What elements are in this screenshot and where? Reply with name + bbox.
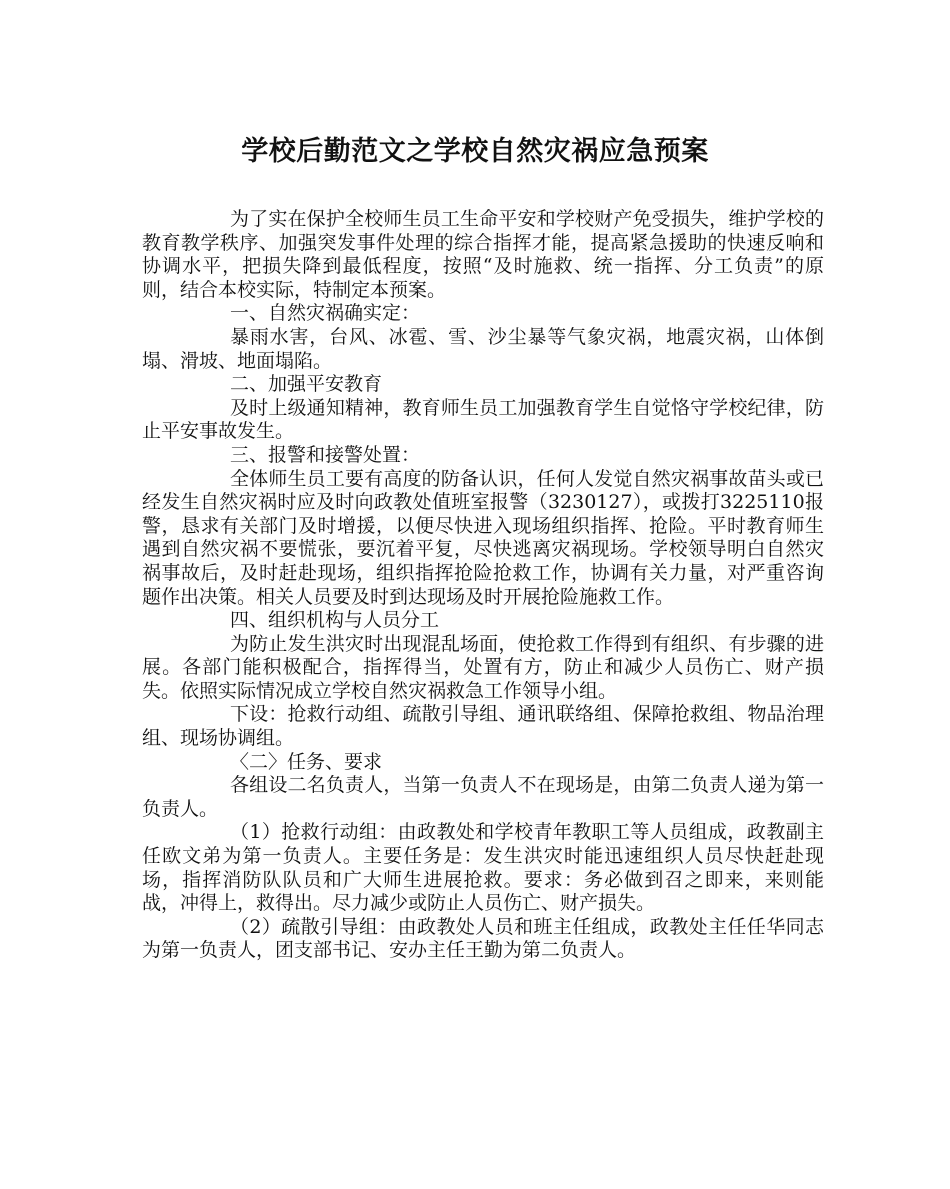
heading-organization: 四、组织机构与人员分工: [230, 609, 440, 632]
heading-tasks: 〈二〉任务、要求: [230, 750, 383, 773]
paragraph-alarm-handling: 全体师生员工要有高度的防备认识，任何人发觉自然灾祸事故苗头或已经发生自然灾祸时应及时向政教处值班室报警（3230127），或拨打3225110报警，恳求有关部门及时增援，以便尽快进入现场组织指挥、抢险。平时教育师生遇到自然灾祸不要慌张，要沉着平复，尽快逃离灾祸现场。学校领导明白自然灾祸事故后，及时赶赴现场，组织指挥抢险抢救工作，协调有关力量，对严重咨询题作出决策。相关人员要及时到达现场及时开展抢险施救工作。: [142, 467, 824, 608]
paragraph-evacuation-group: （2）疏散引导组：由政教处人员和班主任组成，政教处主任任华同志为第一负责人，团支部书记、安办主任王勤为第二负责人。: [142, 915, 824, 962]
heading-safety-education: 二、加强平安教育: [230, 373, 383, 396]
paragraph-intro: 为了实在保护全校师生员工生命平安和学校财产免受损失，维护学校的教育教学秩序、加强突发事件处理的综合指挥才能，提高紧急援助的快速反响和协调水平，把损失降到最低程度，按照“及时施救、统一指挥、分工负责”的原则，结合本校实际，特制定本预案。: [142, 208, 824, 301]
heading-alarm-handling: 三、报警和接警处置：: [230, 443, 421, 466]
paragraph-group-leaders: 各组设二名负责人，当第一负责人不在现场是，由第二负责人递为第一负责人。: [142, 774, 824, 820]
paragraph-safety-education: 及时上级通知精神，教育师生员工加强教育学生自觉恪守学校纪律，防止平安事故发生。: [142, 396, 824, 443]
document-body: [142, 208, 824, 963]
heading-disaster-definition: 一、自然灾祸确实定：: [230, 302, 421, 325]
paragraph-subgroups: 下设：抢救行动组、疏散引导组、通讯联络组、保障抢救组、物品治理组、现场协调组。: [142, 703, 824, 750]
paragraph-rescue-group: （1）抢救行动组：由政教处和学校青年教职工等人员组成，政教副主任欧文弟为第一负责人。主要任务是：发生洪灾时能迅速组织人员尽快赶赴现场，指挥消防队队员和广大师生进展抢救。要求：务必做到召之即来，来则能战，冲得上，救得出。尽力减少或防止人员伤亡、财产损失。: [142, 821, 824, 915]
paragraph-disaster-types: 暴雨水害，台风、冰雹、雪、沙尘暴等气象灾祸，地震灾祸，山体倒塌、滑坡、地面塌陷。: [142, 325, 824, 372]
paragraph-organization: 为防止发生洪灾时出现混乱场面，使抢救工作得到有组织、有步骤的进展。各部门能积极配合，指挥得当，处置有方，防止和减少人员伤亡、财产损失。依照实际情况成立学校自然灾祸救急工作领导小组。: [142, 632, 824, 702]
document-title: 学校后勤范文之学校自然灾祸应急预案: [241, 136, 709, 167]
